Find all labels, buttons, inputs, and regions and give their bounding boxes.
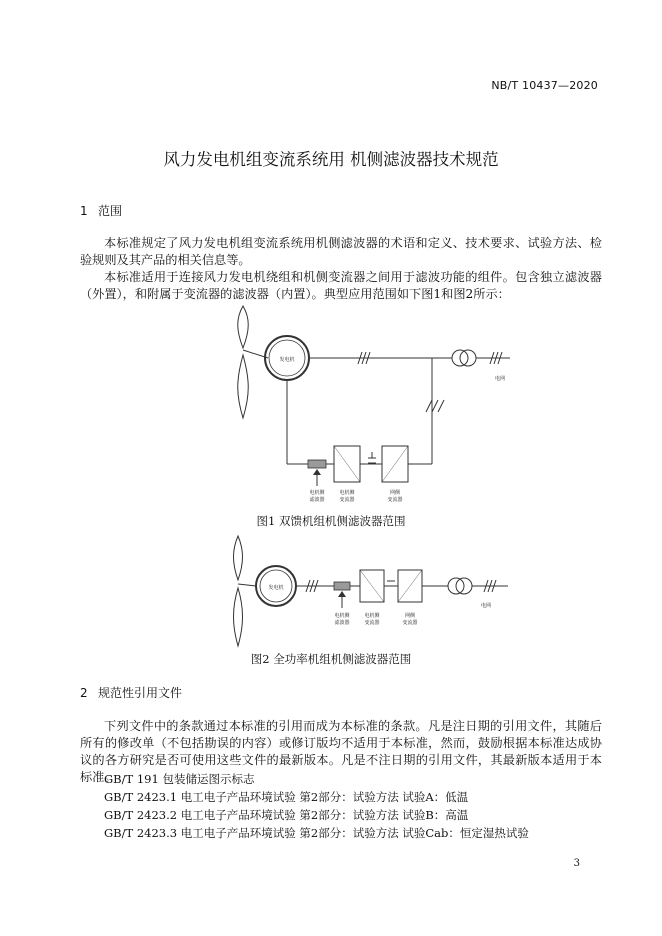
fig1-blade-top bbox=[238, 306, 249, 348]
fig2-filter-box bbox=[334, 582, 350, 590]
reference-item: GB/T 191 包装储运图示标志 bbox=[104, 772, 255, 786]
fig1-label-mc-1: 电机侧 bbox=[339, 490, 355, 496]
fig2-generator-outer bbox=[256, 566, 296, 606]
fig2-phase-mark-1 bbox=[306, 580, 318, 592]
fig1-shaft bbox=[243, 350, 268, 358]
fig2-transformer-coil-1 bbox=[448, 578, 464, 594]
section-1-paragraph-1: 本标准规定了风力发电机组变流系统用机侧滤波器的术语和定义、技术要求、试验方法、检验规则及其产品的相关信息等。 bbox=[80, 236, 602, 267]
fig1-phase-mark-1 bbox=[358, 352, 370, 364]
page-number: 3 bbox=[573, 858, 580, 869]
fig2-blade-top bbox=[234, 536, 243, 580]
fig1-mc-diag bbox=[334, 446, 360, 482]
fig2-blade-bottom bbox=[234, 588, 243, 646]
fig1-label-gc-1: 网侧 bbox=[389, 490, 401, 496]
fig1-label-mc-2: 变流器 bbox=[339, 497, 355, 503]
fig1-label-generator: 发电机 bbox=[279, 357, 295, 363]
fig2-label-generator: 发电机 bbox=[268, 585, 284, 591]
fig2-grid-converter bbox=[398, 570, 422, 602]
reference-item: GB/T 2423.2 电工电子产品环境试验 第2部分：试验方法 试验B：高温 bbox=[104, 808, 469, 822]
fig2-arrow-head bbox=[338, 591, 346, 597]
standard-number: NB/T 10437—2020 bbox=[491, 79, 598, 92]
section-2-heading bbox=[80, 684, 182, 701]
section-1-heading bbox=[80, 202, 122, 219]
fig2-shaft bbox=[238, 584, 256, 586]
fig1-grid-converter bbox=[382, 446, 408, 482]
section-1-number: 1 bbox=[80, 204, 88, 218]
fig1-generator-outer bbox=[265, 336, 309, 380]
section-2-number: 2 bbox=[80, 686, 88, 700]
fig2-label-mc-2: 变流器 bbox=[364, 620, 380, 626]
fig2-phase-mark-2 bbox=[484, 580, 496, 592]
fig2-generator-inner bbox=[260, 570, 292, 602]
fig2-mc-diag bbox=[360, 570, 384, 602]
section-1-paragraph-2: 本标准适用于连接风力发电机绕组和机侧变流器之间用于滤波功能的组件。包含独立滤波器（外置），和附属于变流器的滤波器（内置）。典型应用范围如下图1和图2所示： bbox=[80, 270, 602, 301]
fig1-generator-inner bbox=[269, 340, 305, 376]
document-title: 风力发电机组变流系统用 机侧滤波器技术规范 bbox=[163, 150, 499, 169]
fig2-label-filter-2: 滤波器 bbox=[334, 620, 350, 626]
fig2-label-grid: 电网 bbox=[480, 603, 492, 609]
fig2-label-gc-2: 变流器 bbox=[402, 620, 418, 626]
fig1-phase-mark-3 bbox=[426, 400, 444, 412]
fig1-filter-box bbox=[308, 460, 326, 468]
fig2-machine-converter bbox=[360, 570, 384, 602]
fig2-label-mc-1: 电机侧 bbox=[364, 613, 380, 619]
section-1-title: 范围 bbox=[98, 204, 123, 218]
fig2-label-gc-1: 网侧 bbox=[404, 613, 416, 619]
fig1-arrow-head bbox=[313, 469, 321, 475]
fig1-label-filter-1: 电机侧 bbox=[309, 490, 325, 496]
fig1-blade-bottom bbox=[238, 355, 249, 418]
figure-1-caption: 图1 双馈机组机侧滤波器范围 bbox=[256, 514, 406, 528]
reference-item: GB/T 2423.1 电工电子产品环境试验 第2部分：试验方法 试验A：低温 bbox=[104, 790, 469, 804]
fig2-label-filter-1: 电机侧 bbox=[334, 613, 350, 619]
section-2-title: 规范性引用文件 bbox=[98, 686, 183, 700]
fig1-transformer-coil-1 bbox=[452, 350, 468, 366]
fig1-phase-mark-2 bbox=[490, 352, 502, 364]
fig1-label-gc-2: 变流器 bbox=[387, 497, 403, 503]
fig1-gc-diag bbox=[382, 446, 408, 482]
fig1-label-grid: 电网 bbox=[494, 376, 506, 382]
fig2-transformer-coil-2 bbox=[456, 578, 472, 594]
fig1-machine-converter bbox=[334, 446, 360, 482]
fig1-transformer-coil-2 bbox=[460, 350, 476, 366]
figure-2-caption: 图2 全功率机组机侧滤波器范围 bbox=[250, 652, 412, 666]
fig1-label-filter-2: 滤波器 bbox=[309, 497, 325, 503]
section-2-paragraph-1: 下列文件中的条款通过本标准的引用而成为本标准的条款。凡是注日期的引用文件，其随后所有的修改单（不包括勘误的内容）或修订版均不适用于本标准，然而，鼓励根据本标准达成协议的各方研究是否可使用这些文件的最新版本。凡是不注日期的引用文件，其最新版本适用于本标准。 bbox=[80, 719, 602, 784]
reference-item: GB/T 2423.3 电工电子产品环境试验 第2部分：试验方法 试验Cab：恒定湿热试验 bbox=[104, 826, 529, 840]
fig2-gc-diag bbox=[398, 570, 422, 602]
